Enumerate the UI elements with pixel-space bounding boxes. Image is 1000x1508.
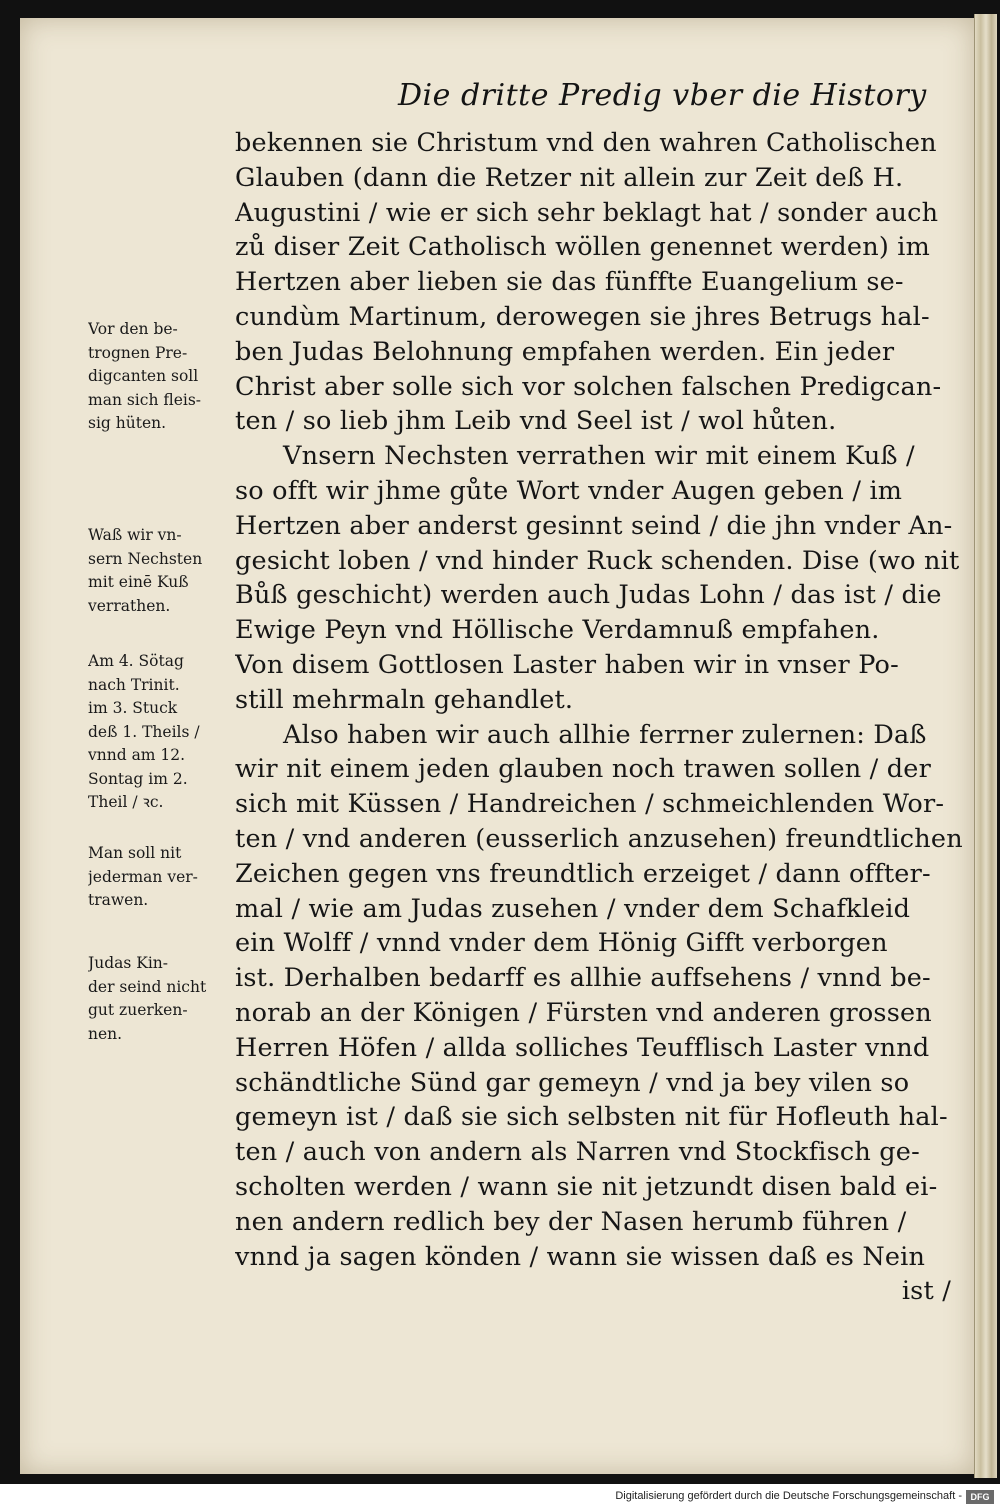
- body-line: so offt wir jhme gůte Wort vnder Augen geben / im: [235, 475, 903, 506]
- body-line: Augustini / wie er sich sehr beklagt hat / sonder auch: [235, 197, 939, 228]
- margin-note-line: Waß wir vn-: [88, 526, 182, 544]
- margin-note-line: Man soll nit: [88, 844, 182, 862]
- margin-note-line: der seind nicht: [88, 977, 207, 996]
- body-line: still mehrmaln gehandlet.: [235, 684, 574, 715]
- body-text: [235, 126, 969, 1309]
- margin-note-line: trognen Pre-: [88, 343, 188, 362]
- margin-note-line: man sich fleis-: [88, 390, 202, 409]
- margin-note-line: gut zuerken-: [88, 1001, 188, 1019]
- body-line: ten / so lieb jhm Leib vnd Seel ist / wol hůten.: [235, 406, 837, 437]
- body-line: Hertzen aber lieben sie das fünffte Euangelium se-: [235, 267, 904, 298]
- margin-note-line: nach Trinit.: [88, 675, 180, 694]
- body-line: gesicht loben / vnd hinder Ruck schenden. Dise (wo nit: [235, 545, 960, 576]
- body-line: cundùm Martinum, derowegen sie jhres Betrugs hal-: [235, 301, 930, 332]
- footer: [0, 1488, 1000, 1508]
- running-title: Die dritte Predig vber die History: [398, 78, 927, 113]
- body-line: ist /: [901, 1276, 951, 1307]
- body-line: Hertzen aber anderst gesinnt seind / die jhn vnder An-: [235, 510, 953, 541]
- body-line: ben Judas Belohnung empfahen werden. Ein jeder: [235, 336, 895, 367]
- body-line: scholten werden / wann sie nit jetzundt disen bald ei-: [235, 1171, 938, 1202]
- body-line: Ewige Peyn vnd Höllische Verdamnuß empfahen.: [235, 615, 880, 646]
- book-page: [20, 18, 974, 1474]
- dfg-logo: DFG: [966, 1490, 994, 1504]
- body-line: mal / wie am Judas zusehen / vnder dem Schafkleid: [235, 893, 911, 924]
- body-line: norab an der Königen / Fürsten vnd anderen grossen: [235, 997, 932, 1028]
- body-line: Zeichen gegen vns freundtlich erzeiget / dann offter-: [235, 858, 931, 889]
- margin-note-line: sern Nechsten: [88, 549, 203, 568]
- margin-note-line: Am 4. Sötag: [88, 652, 184, 670]
- body-line: ten / vnd anderen (eusserlich anzusehen) freundtlichen: [235, 823, 963, 854]
- body-line: sich mit Küssen / Handreichen / schmeichlenden Wor-: [235, 789, 945, 820]
- margin-note-line: digcanten soll: [88, 367, 199, 385]
- page-edge: [974, 14, 997, 1478]
- body-line: schändtliche Sünd gar gemeyn / vnd ja bey vilen so: [235, 1067, 910, 1098]
- body-line: nen andern redlich bey der Nasen herumb führen /: [235, 1206, 907, 1237]
- margin-note-line: sig hüten.: [88, 414, 167, 432]
- margin-note-line: trawen.: [88, 891, 149, 909]
- body-line: Christ aber solle sich vor solchen falschen Predigcan-: [235, 371, 942, 402]
- body-line: wir nit einem jeden glauben noch trawen sollen / der: [235, 754, 931, 785]
- body-line: Bůß geschicht) werden auch Judas Lohn / das ist / die: [235, 580, 942, 611]
- margin-note-line: deß 1. Theils /: [88, 722, 200, 741]
- margin-note: [88, 650, 234, 815]
- margin-note-line: vnnd am 12.: [88, 746, 186, 764]
- body-line: ten / auch von andern als Narren vnd Stockfisch ge-: [235, 1137, 920, 1168]
- margin-note: [88, 524, 234, 618]
- body-line: Herren Höfen / allda solliches Teufflisch Laster vnnd: [235, 1032, 930, 1063]
- margin-note-line: im 3. Stuck: [88, 699, 178, 717]
- body-line: ist. Derhalben bedarff es allhie auffsehens / vnnd be-: [235, 963, 931, 994]
- page-header: [20, 78, 974, 118]
- margin-note-line: Sontag im 2.: [88, 769, 188, 788]
- margin-note-line: nen.: [88, 1024, 123, 1043]
- margin-note-line: mit einē Kuß: [88, 573, 189, 591]
- body-line: vnnd ja sagen könden / wann sie wissen daß es Nein: [235, 1241, 926, 1272]
- body-line: Von disem Gottlosen Laster haben wir in vnser Po-: [235, 649, 899, 680]
- margin-note-line: Vor den be-: [88, 320, 178, 338]
- funding-notice: Digitalisierung gefördert durch die Deutsche Forschungsgemeinschaft -: [615, 1490, 962, 1502]
- margin-note-line: verrathen.: [88, 596, 171, 615]
- margin-note-line: Theil / ꝛc.: [88, 793, 164, 811]
- margin-note-line: Judas Kin-: [88, 954, 168, 972]
- body-line: gemeyn ist / daß sie sich selbsten nit für Hofleuth hal-: [235, 1102, 948, 1133]
- body-line: Also haben wir auch allhie ferrner zulernen: Daß: [283, 719, 927, 750]
- margin-note: [88, 318, 234, 436]
- body-line: Glauben (dann die Retzer nit allein zur Zeit deß H.: [235, 162, 904, 193]
- body-line: zů diser Zeit Catholisch wöllen genennet werden) im: [235, 232, 931, 263]
- margin-note: [88, 952, 234, 1046]
- body-line: ein Wolff / vnnd vnder dem Hönig Gifft verborgen: [235, 928, 888, 959]
- margin-note: [88, 842, 234, 913]
- margin-note-line: jederman ver-: [88, 867, 198, 886]
- body-line: Vnsern Nechsten verrathen wir mit einem Kuß /: [283, 441, 915, 472]
- body-line: bekennen sie Christum vnd den wahren Catholischen: [235, 128, 937, 158]
